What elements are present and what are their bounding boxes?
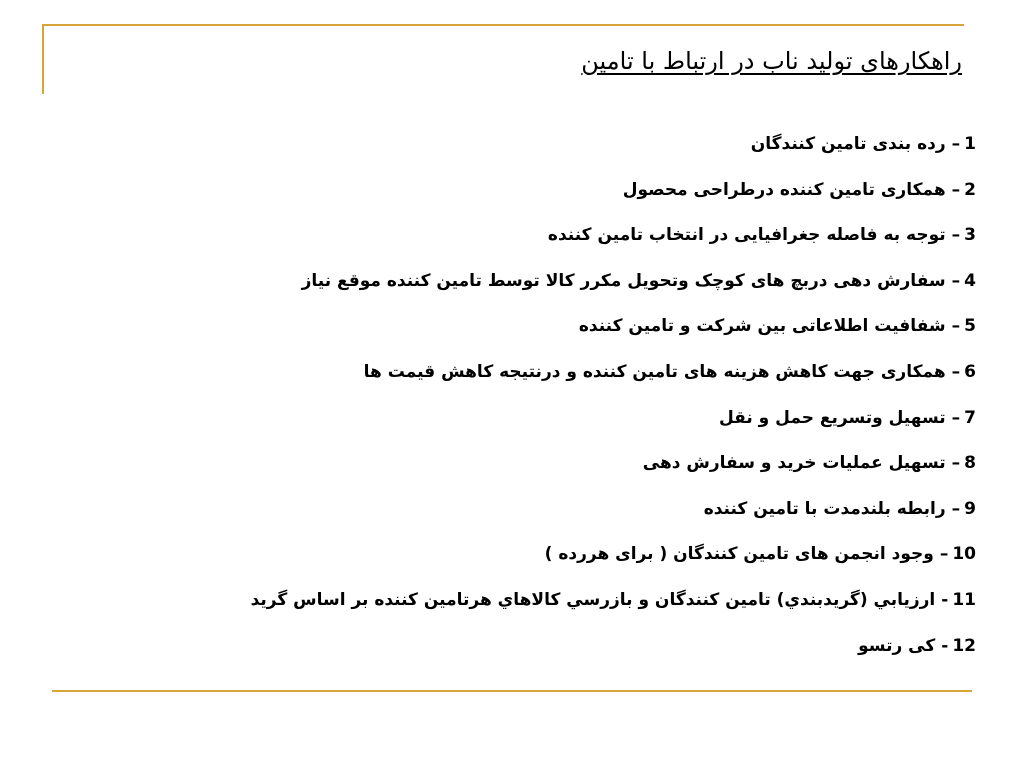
item-separator: – [951,179,961,200]
item-text: کی رتسو [858,635,936,656]
item-text: شفافیت اطلاعاتی بین شرکت و تامین کننده [578,316,946,337]
list-item [176,408,976,454]
list-item [176,453,976,499]
slide-title: راهکارهای تولید ناب در ارتباط با تامین [581,47,962,75]
item-text: رابطه بلندمدت با تامین کننده [703,498,946,519]
item-number: 7 [964,407,976,428]
item-text: همکاری تامین کننده درطراحی محصول [622,179,946,200]
item-text: همکاری جهت کاهش هزینه های تامین کننده و درنتیجه کاهش قیمت ها [363,361,946,382]
item-separator: – [951,453,961,474]
item-number: 4 [964,270,976,291]
item-separator: – [951,498,961,519]
frame-top-rule [42,24,964,26]
list-item [176,180,976,226]
item-number: 10 [952,544,976,565]
list-item [176,499,976,545]
item-number: 5 [964,316,976,337]
item-text: سفارش دهی دربچ های کوچک وتحویل مکرر کالا توسط تامین کننده موقع نیاز [301,270,946,291]
item-number: 3 [964,225,976,246]
item-separator: – [951,134,961,154]
frame-bottom-rule [52,690,972,692]
list-item [176,134,976,180]
item-number: 12 [952,635,976,656]
item-separator: – [951,407,961,428]
item-text: تسهیل وتسریع حمل و نقل [718,407,946,428]
list-item [176,362,976,408]
strategy-list [176,134,976,681]
item-separator: - [941,635,949,656]
item-text: رده بندی تامین کنندگان [750,134,946,154]
item-number: 9 [964,498,976,519]
list-item [176,636,976,682]
item-separator: – [951,361,961,382]
list-item [176,316,976,362]
item-separator: – [951,270,961,291]
list-item [176,590,976,636]
item-text: وجود انجمن های تامین کنندگان ( برای هررده ) [544,544,934,565]
item-number: 1 [964,134,976,154]
frame-left-rule [42,24,44,94]
list-item [176,271,976,317]
item-number: 11 [952,589,976,610]
list-item [176,544,976,590]
item-number: 8 [964,453,976,474]
item-text: توجه به فاصله جغرافیایی در انتخاب تامین کننده [547,225,946,246]
item-separator: - [941,589,949,610]
item-number: 2 [964,179,976,200]
item-text: تسهیل عملیات خرید و سفارش دهی [642,453,946,474]
item-separator: – [951,316,961,337]
item-text: ارزيابي (گريدبندي) تامين كنندگان و بازرسي كالاهاي هرتامين كننده بر اساس گريد [250,589,936,610]
item-separator: – [951,225,961,246]
list-item [176,225,976,271]
item-separator: – [939,544,949,565]
item-number: 6 [964,361,976,382]
